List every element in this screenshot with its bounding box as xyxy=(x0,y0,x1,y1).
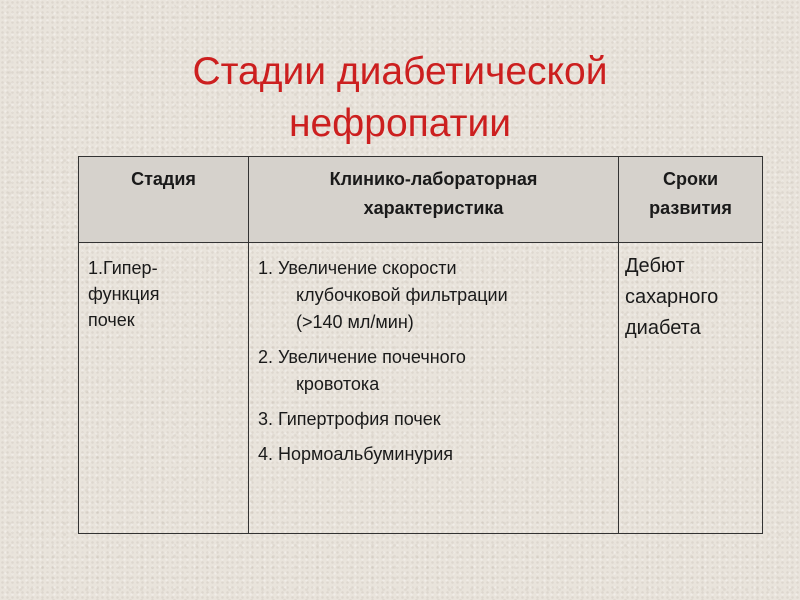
slide-title xyxy=(0,46,800,150)
timing-line-2: сахарного xyxy=(625,286,719,308)
header-timing xyxy=(619,157,763,243)
list-item xyxy=(258,406,614,433)
list-item xyxy=(258,255,614,336)
list-item xyxy=(258,344,614,398)
timing-line-3: диабета xyxy=(625,317,701,339)
timing-cell xyxy=(619,243,763,534)
title-line-1: Стадии диабетической xyxy=(192,50,608,94)
characteristic-list xyxy=(258,255,614,468)
list-item-continuation: клубочковой фильтрации xyxy=(296,285,508,305)
list-item-continuation: (>140 мл/мин) xyxy=(296,312,414,332)
timing-line-1: Дебют xyxy=(625,255,685,277)
stage-line-2: функция xyxy=(88,284,160,304)
list-item-text: 1. Увеличение скорости xyxy=(258,258,457,278)
header-characteristic xyxy=(249,157,619,243)
header-stage xyxy=(79,157,249,243)
header-timing-line-1: Сроки xyxy=(662,169,719,189)
header-timing-line-2: развития xyxy=(649,198,732,218)
characteristic-cell xyxy=(249,243,619,534)
stage-cell xyxy=(79,243,249,534)
table-header-row xyxy=(79,157,763,243)
stage-line-3: почек xyxy=(88,310,135,330)
stage-line-1: 1.Гипер- xyxy=(88,258,158,278)
list-item-continuation: кровотока xyxy=(296,374,380,394)
title-line-2: нефропатии xyxy=(288,102,512,146)
table-row xyxy=(79,243,763,534)
list-item-text: 4. Нормоальбуминурия xyxy=(258,444,454,464)
header-characteristic-line-2: характеристика xyxy=(363,198,504,218)
header-stage-label: Стадия xyxy=(131,169,196,189)
list-item-text: 3. Гипертрофия почек xyxy=(258,409,441,429)
stages-table xyxy=(78,156,763,534)
list-item xyxy=(258,441,614,468)
header-characteristic-line-1: Клинико-лабораторная xyxy=(329,169,538,189)
list-item-text: 2. Увеличение почечного xyxy=(258,347,466,367)
